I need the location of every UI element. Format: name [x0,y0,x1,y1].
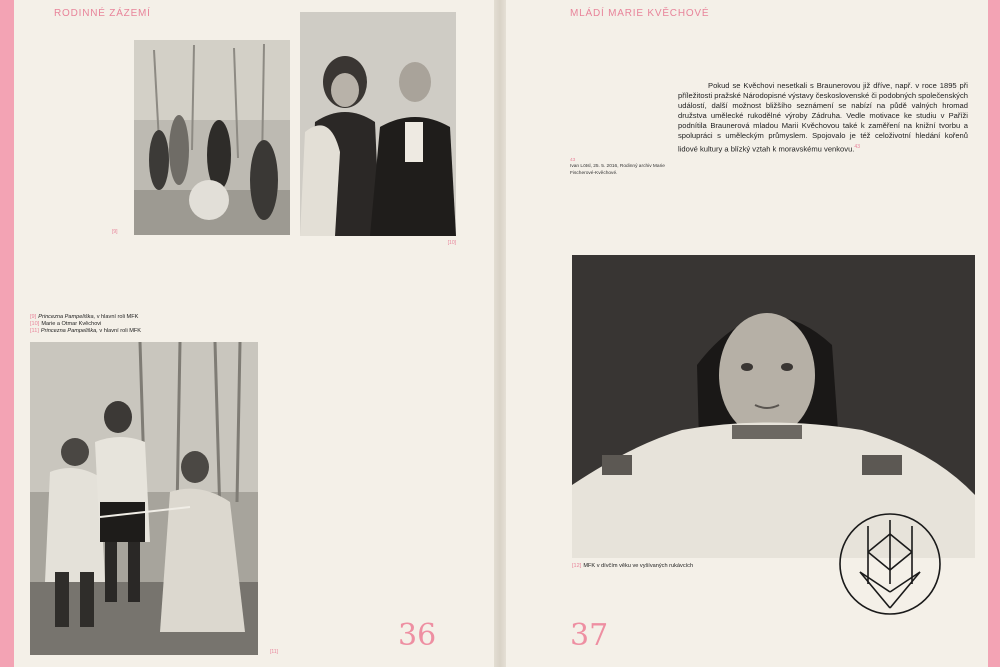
caption-item: [9] Princezna Pampeliška, v hlavní roli MFK [30,314,139,320]
caption-item: [10] Marie a Otmar Kvěchovi [30,321,102,328]
mk-monogram-logo-icon [838,512,942,616]
figure-number-10: [10] [447,240,456,246]
page-number-right: 37 [570,618,609,653]
right-page [506,0,988,667]
caption-item: [11] Princezna Pampeliška, v hlavní roli MFK [30,328,142,335]
photo-marie-and-otmar [300,12,456,246]
running-head-right: MLÁDÍ MARIE KVĚCHOVÉ [570,8,710,19]
side-note-text: Ivan Lötsl, 25. 5. 2016, Rodinný archiv Marie Fischerové-Kvěchové. [570,164,665,176]
side-note-number: 43 [570,158,576,163]
body-paragraph: Pokud se Kvěchovi nesetkali s Braunerovou již dříve, např. v roce 1895 při příležitosti pražské Národopisné výstavy československé či podobných společenských událostí, další možnost bližšího seznámení se nabízí na půdě valných hromad družstva umělecké rukodělné výroby Zádruha. Vedle motivace ke studiu v Paříži podnítila Braunerová mladou Marii Kvěchovou také k zaměření na knižní tvorbu a spolupráci s uměleckým průmyslem. Spojovalo je též celoživotní hledání kořenů lidové kultury a blízký vztah k moravskému venkovu.$^{43}$ [678,81,968,154]
figure-caption-12: [12] MFK v dívčím věku ve vyšívaných rukávcích [572,563,694,569]
footnote-reference: 43 [854,143,860,150]
figure-caption-list [30,314,141,336]
figure-number-11: [11] [270,649,278,655]
side-note [570,158,670,177]
page-number-left: 36 [398,618,437,653]
photo-princess-play-group [112,40,290,235]
photo-princess-play-scene [30,342,278,655]
left-page [14,0,494,667]
running-head-left: RODINNÉ ZÁZEMÍ [54,8,151,19]
figure-number-9: [9] [112,229,118,235]
